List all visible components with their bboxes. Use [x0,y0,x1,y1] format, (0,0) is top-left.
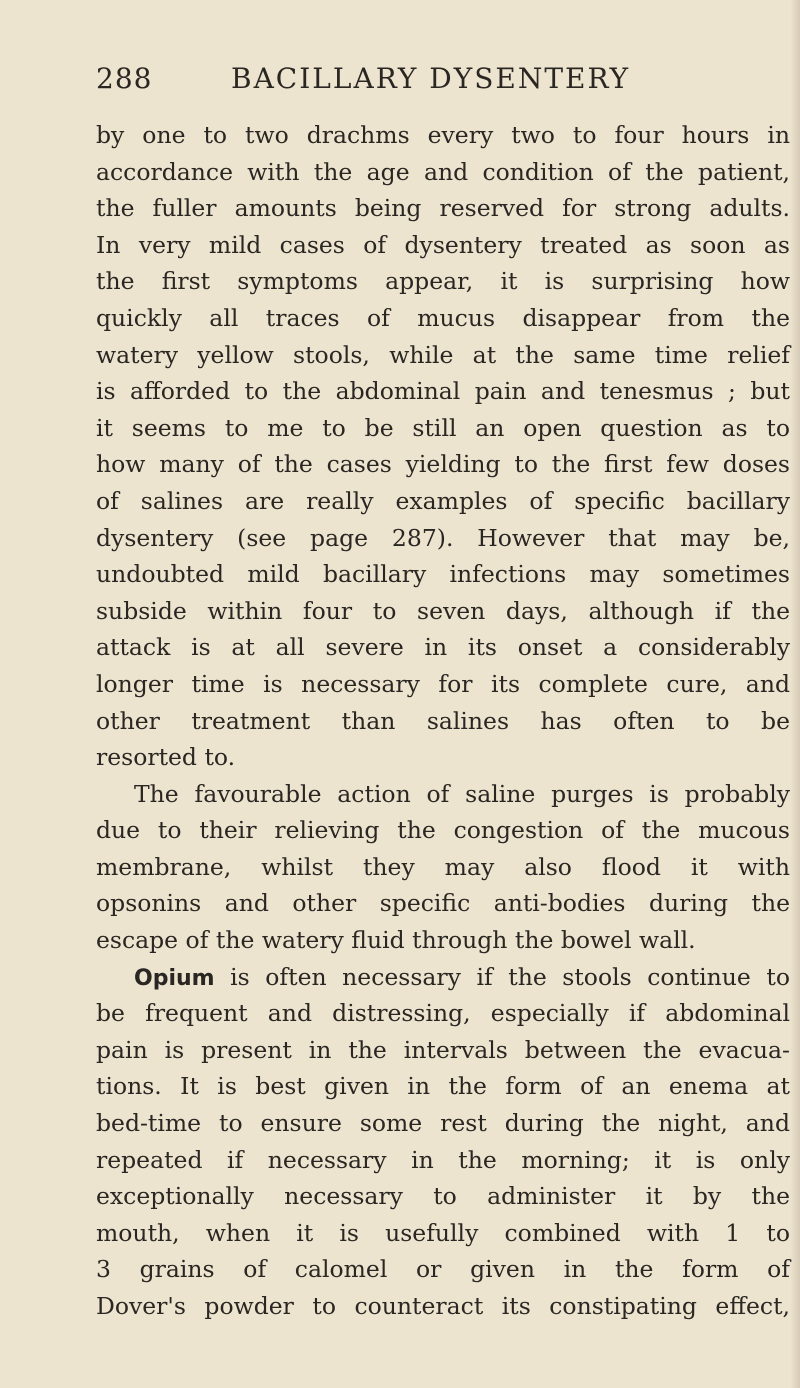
body-text [96,117,790,1325]
text-line: by one to two drachms every two to four hours in [96,121,790,149]
text-line: due to their relieving the congestion of the mucous [96,816,790,845]
text-line: resorted to. [96,743,236,772]
text-line: The favourable action of saline purges is probably [134,779,790,808]
text-line: 3 grains of calomel or given in the form of [96,1255,790,1284]
running-title: BACILLARY DYSENTERY [231,62,631,95]
text-line: attack is at all severe in its onset a considerably [96,633,790,662]
text-line: repeated if necessary in the morning; it is only [96,1145,790,1174]
text-line: quickly all traces of mucus disappear from the [96,303,790,332]
text-line: Dover's powder to counteract its constipating effect, [96,1292,790,1320]
text-line: be frequent and distressing, especially if abdominal [96,999,790,1028]
text-line: exceptionally necessary to administer it by the [96,1182,790,1211]
text-line: the first symptoms appear, it is surprising how [96,267,790,296]
text-line: other treatment than salines has often to be [96,706,790,735]
text-line: subside within four to seven days, although if the [96,596,790,625]
text-line: how many of the cases yielding to the first few doses [96,450,790,479]
text-line: watery yellow stools, while at the same time relief [96,340,790,369]
text-line: undoubted mild bacillary infections may sometimes [96,560,790,589]
text-line: is afforded to the abdominal pain and tenesmus ; but [96,377,790,406]
text-line: accordance with the age and condition of the patient, [96,157,790,186]
page-number: 288 [96,62,153,95]
text-line: membrane, whilst they may also flood it with [96,852,790,881]
text-line: tions. It is best given in the form of an enema at [96,1072,790,1101]
text-line: mouth, when it is usefully combined with 1 to [96,1218,790,1247]
page-header [96,62,786,102]
text-line: opsonins and other specific anti-bodies during the [96,889,790,918]
text-line-opium [96,959,790,996]
text-line: of salines are really examples of specific bacillary [96,486,790,515]
bold-term-opium: Opium [134,965,215,991]
text-line: it seems to me to be still an open question as to [96,413,790,442]
text-line: bed-time to ensure some rest during the night, and [96,1109,790,1138]
page-edge-shadow [790,0,800,1388]
text-line: longer time is necessary for its complete cure, and [96,669,790,698]
text-line: dysentery (see page 287). However that may be, [96,523,790,552]
text-line: escape of the watery fluid through the bowel wall. [96,926,696,955]
text-line-rest: is often necessary if the stools continue to [230,962,790,991]
text-line: the fuller amounts being reserved for strong adults. [96,194,790,223]
text-line: In very mild cases of dysentery treated as soon as [96,230,790,259]
text-line: pain is present in the intervals between the evacua- [96,1035,790,1064]
